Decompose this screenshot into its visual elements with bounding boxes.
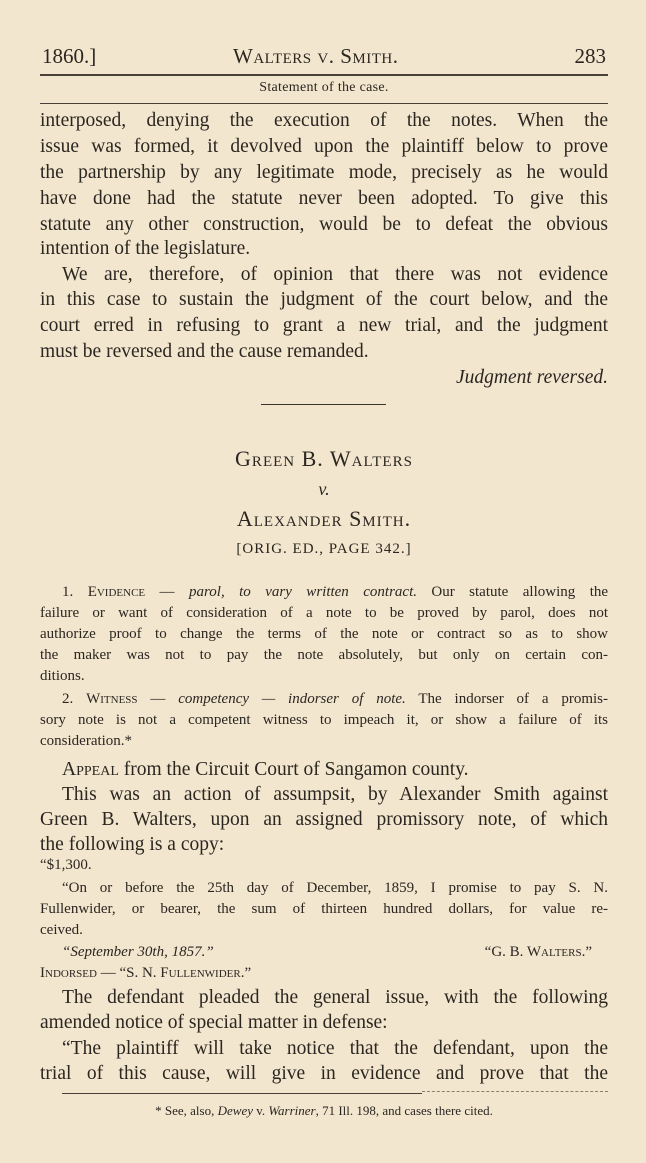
statement-rule	[40, 103, 608, 104]
judgment-result: Judgment reversed.	[456, 367, 608, 388]
header-title: Walters v. Smith.	[233, 44, 399, 68]
defense-line: amended notice of special matter in defense:	[40, 1012, 388, 1033]
header-rule	[40, 74, 608, 76]
headnote-number: 1.	[62, 584, 74, 600]
appeal-caps: Appeal	[62, 759, 119, 780]
headnote-line: the maker was not to pay the note absolutely, but only on certain con-	[40, 647, 608, 663]
note-indorsement: Indorsed — “S. N. Fullenwider.”	[40, 965, 252, 981]
note-amount: “$1,300.	[40, 857, 92, 873]
case-appellee: Alexander Smith.	[236, 506, 412, 531]
opinion-line: must be reversed and the cause remanded.	[40, 341, 369, 362]
opinion-line: We are, therefore, of opinion that there was not evidence	[62, 264, 608, 285]
opinion-line: issue was formed, it devolved upon the plaintiff below to prove	[40, 136, 608, 157]
headnote-line: authorize proof to change the terms of the note or contract so as to show	[40, 626, 608, 642]
note-line: ceived.	[40, 922, 83, 938]
headnote-subtopic: parol, to vary written contract.	[189, 584, 417, 600]
opinion-line: have done had the statute never been adopted. To give this	[40, 188, 608, 209]
original-edition-reference: [ORIG. ED., PAGE 342.]	[236, 541, 412, 557]
statement-line: Green B. Walters, upon an assigned promissory note, of which	[40, 809, 608, 830]
headnote-subtopic: competency — indorser of note.	[178, 691, 406, 707]
note-signature: “G. B. Walters.”	[484, 944, 592, 960]
note-line: “On or before the 25th day of December, 1859, I promise to pay S. N.	[62, 880, 608, 896]
note-date: “September 30th, 1857.”	[62, 944, 214, 960]
defense-line: trial of this cause, will give in evidence and prove that the	[40, 1063, 608, 1084]
headnote-number: 2.	[62, 691, 74, 707]
headnote-line: failure or want of consideration of a note to be proved by parol, does not	[40, 605, 608, 621]
footnote-rule	[62, 1093, 422, 1094]
section-divider	[261, 404, 386, 405]
book-page	[40, 0, 608, 1163]
footnote-case-b: Warriner	[268, 1103, 316, 1118]
appeal-line: Appeal from the Circuit Court of Sangamon county.	[62, 759, 469, 780]
headnote-line: ditions.	[40, 668, 85, 684]
defense-line: “The plaintiff will take notice that the defendant, upon the	[62, 1038, 608, 1059]
headnote-topic: Evidence	[87, 584, 146, 600]
footnote-rule-faint	[422, 1091, 608, 1092]
headnote-1-first-line: 1. Evidence — parol, to vary written contract. Our statute allowing the	[62, 584, 609, 600]
opinion-line: in this case to sustain the judgment of the court below, and the	[40, 289, 608, 310]
opinion-line: interposed, denying the execution of the notes. When the	[40, 110, 608, 131]
headnote-2-first-line: 2. Witness — competency — indorser of note. The indorser of a promis-	[62, 691, 609, 707]
headnote-topic: Witness	[86, 691, 138, 707]
opinion-line: court erred in refusing to grant a new trial, and the judgment	[40, 315, 608, 336]
header-year: 1860.]	[42, 44, 97, 68]
opinion-line: statute any other construction, would be to defeat the obvious	[40, 214, 608, 235]
defense-line: The defendant pleaded the general issue, with the following	[62, 987, 608, 1008]
page-number: 283	[574, 44, 606, 68]
statement-line: the following is a copy:	[40, 834, 225, 855]
case-versus: v.	[318, 479, 330, 499]
opinion-line: the partnership by any legitimate mode, precisely as he would	[40, 162, 608, 183]
statement-of-case-label: Statement of the case.	[259, 80, 389, 95]
footnote: * See, also, Dewey v. Warriner, 71 Ill. 198, and cases there cited.	[155, 1103, 493, 1118]
case-appellant: Green B. Walters	[235, 446, 413, 471]
headnote-line: consideration.*	[40, 733, 133, 749]
headnote-line: sory note is not a competent witness to impeach it, or show a failure of its	[40, 712, 608, 728]
opinion-line: intention of the legislature.	[40, 238, 251, 259]
note-line: Fullenwider, or bearer, the sum of thirteen hundred dollars, for value re-	[40, 901, 608, 917]
footnote-case-a: Dewey	[217, 1103, 253, 1118]
statement-line: This was an action of assumpsit, by Alexander Smith against	[62, 784, 608, 805]
